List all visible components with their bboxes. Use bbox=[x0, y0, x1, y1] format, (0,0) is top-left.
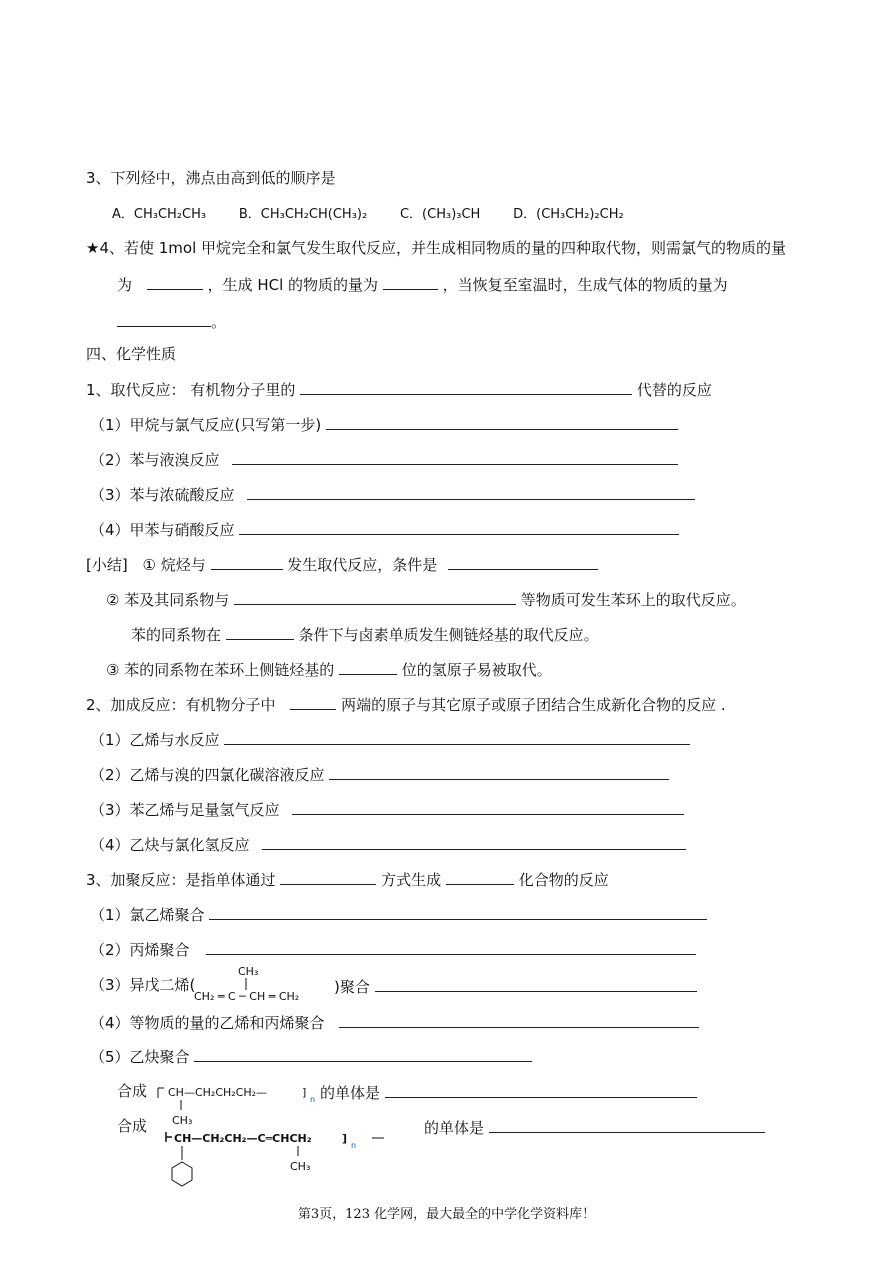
answer-blank[interactable] bbox=[290, 693, 336, 710]
sub1-lead-line bbox=[86, 378, 712, 400]
sub3-item bbox=[90, 903, 707, 925]
monomer-label: 的单体是 bbox=[320, 1084, 381, 1102]
sub1-tail: 代替的反应 bbox=[636, 381, 712, 399]
isoprene-chain: CH₂ ═ C ─ CH ═ CH₂ bbox=[194, 990, 300, 1003]
summary-text: 等物质可发生苯环上的取代反应。 bbox=[520, 591, 746, 609]
sub2-item bbox=[90, 833, 686, 855]
sub3-lead: 3、加聚反应：是指单体通过 bbox=[86, 871, 276, 889]
synth-1-monomer bbox=[320, 1081, 697, 1103]
answer-line[interactable] bbox=[232, 448, 678, 465]
sub1-item-label: （2）苯与液溴反应 bbox=[90, 451, 220, 469]
polymer-1-methyl: CH₃ bbox=[172, 1114, 193, 1127]
answer-line[interactable] bbox=[262, 833, 686, 850]
answer-blank[interactable] bbox=[448, 553, 598, 570]
polymer-2-n: n bbox=[351, 1141, 357, 1150]
answer-line[interactable] bbox=[329, 763, 669, 780]
summary-line-2b bbox=[131, 623, 599, 645]
answer-blank[interactable] bbox=[280, 868, 376, 885]
sub1-lead: 1、取代反应： 有机物分子里的 bbox=[86, 381, 296, 399]
q4-line2 bbox=[117, 273, 728, 295]
sub1-item-label: （4）甲苯与硝酸反应 bbox=[90, 521, 235, 539]
q4-line2-c: ，当恢复至室温时，生成气体的物质的量为 bbox=[442, 276, 728, 294]
sub2-lead-line bbox=[86, 693, 726, 715]
answer-line[interactable] bbox=[247, 483, 695, 500]
sub3-item bbox=[90, 938, 696, 960]
answer-line[interactable] bbox=[239, 518, 679, 535]
q3-option-b: B．CH₃CH₂CH(CH₃)₂ bbox=[238, 207, 368, 222]
q3-option-a: A．CH₃CH₂CH₃ bbox=[112, 207, 207, 222]
synth-2-label: 合成 bbox=[117, 1117, 148, 1135]
polymer-2-bracket: ] bbox=[342, 1132, 348, 1145]
sub3-item bbox=[90, 1011, 699, 1033]
answer-blank[interactable] bbox=[234, 588, 516, 605]
q4-line3 bbox=[117, 310, 226, 332]
summary-line-1 bbox=[86, 553, 598, 575]
answer-blank[interactable] bbox=[383, 273, 438, 290]
summary-text: 发生取代反应，条件是 bbox=[287, 556, 438, 574]
sub3-tail: 化合物的反应 bbox=[518, 871, 609, 889]
sub2-item-label: （2）乙烯与溴的四氯化碳溶液反应 bbox=[90, 766, 325, 784]
answer-blank[interactable] bbox=[339, 658, 397, 675]
polymer-2-chain: CH—CH₂CH₂—C═CHCH₂ bbox=[174, 1132, 312, 1145]
sub2-item-label: （3）苯乙烯与足量氢气反应 bbox=[90, 801, 280, 819]
answer-line[interactable] bbox=[326, 413, 678, 430]
sub2-item bbox=[90, 763, 669, 785]
polymer-1-n: n bbox=[310, 1095, 316, 1104]
sub1-item bbox=[90, 518, 679, 540]
isoprene-methyl: CH₃ bbox=[238, 965, 259, 978]
sub2-item-label: （1）乙烯与水反应 bbox=[90, 731, 220, 749]
q3-stem: 3、下列烃中，沸点由高到低的顺序是 bbox=[86, 169, 336, 187]
sub3-item-label: （1）氯乙烯聚合 bbox=[90, 906, 205, 924]
summary-text: 条件下与卤素单质发生侧链烃基的取代反应。 bbox=[298, 626, 599, 644]
q4-line3-end: 。 bbox=[211, 313, 227, 331]
summary-text: ③ 苯的同系物在苯环上侧链烃基的 bbox=[106, 661, 335, 679]
sub1-item bbox=[90, 483, 695, 505]
sub3-item-label: （5）乙炔聚合 bbox=[90, 1048, 190, 1066]
answer-line[interactable] bbox=[194, 1045, 532, 1062]
sub3-item-label: （2）丙烯聚合 bbox=[90, 941, 190, 959]
sub1-item bbox=[90, 448, 678, 470]
q3-option-c: C．(CH₃)₃CH bbox=[399, 207, 481, 222]
polymer-1-bracket: ] bbox=[302, 1086, 307, 1099]
answer-blank[interactable] bbox=[226, 623, 294, 640]
answer-line[interactable] bbox=[206, 938, 696, 955]
summary-text: ① 烷烃与 bbox=[142, 556, 206, 574]
q4-line2-a: 为 bbox=[117, 276, 133, 294]
summary-label: [小结] bbox=[86, 556, 128, 574]
sub2-item bbox=[90, 728, 690, 750]
polymer-2-methyl: CH₃ bbox=[290, 1160, 311, 1173]
answer-line[interactable] bbox=[339, 1011, 699, 1028]
answer-line[interactable] bbox=[375, 975, 697, 992]
answer-line[interactable] bbox=[292, 798, 684, 815]
sub2-dot: . bbox=[720, 696, 726, 714]
summary-text: 苯的同系物在 bbox=[131, 626, 222, 644]
sub3-mid: 方式生成 bbox=[381, 871, 442, 889]
isoprene-tail: )聚合 bbox=[334, 978, 370, 996]
sub2-item bbox=[90, 798, 684, 820]
summary-line-2 bbox=[106, 588, 746, 610]
synth-2-monomer bbox=[424, 1116, 765, 1138]
q3-options bbox=[112, 203, 652, 225]
answer-line[interactable] bbox=[489, 1116, 765, 1133]
sub3-item bbox=[90, 1045, 532, 1067]
answer-line[interactable] bbox=[224, 728, 690, 745]
sub3-item-isoprene bbox=[334, 975, 697, 997]
sub3-lead-line bbox=[86, 868, 609, 890]
benzene-ring bbox=[172, 1162, 192, 1186]
sub3-item-label: （4）等物质的量的乙烯和丙烯聚合 bbox=[90, 1014, 325, 1032]
answer-blank[interactable] bbox=[300, 378, 632, 395]
sub1-item-label: （3）苯与浓硫酸反应 bbox=[90, 486, 235, 504]
synth-1-label: 合成 bbox=[117, 1082, 148, 1100]
sub2-item-label: （4）乙炔与氯化氢反应 bbox=[90, 836, 250, 854]
sub3-item-isoprene-label: （3）异戊二烯( bbox=[90, 976, 196, 994]
summary-text: 位的氢原子易被取代。 bbox=[401, 661, 552, 679]
polymer-2-structure bbox=[162, 1126, 402, 1196]
polymer-1-structure bbox=[154, 1078, 324, 1128]
sub2-lead: 2、加成反应：有机物分子中 bbox=[86, 696, 276, 714]
q4-line1: ★4、若使 1mol 甲烷完全和氯气发生取代反应，并生成相同物质的量的四种取代物，则需氯气的物质的量 bbox=[86, 239, 787, 257]
q4-line2-b: ，生成 HCl 的物质的量为 bbox=[207, 276, 379, 294]
answer-blank[interactable] bbox=[147, 273, 203, 290]
polymer-1-chain: CH—CH₂CH₂CH₂— bbox=[168, 1086, 268, 1099]
monomer-label: 的单体是 bbox=[424, 1119, 485, 1137]
sub1-item-label: （1）甲烷与氯气反应(只写第一步) bbox=[90, 416, 322, 434]
answer-blank[interactable] bbox=[446, 868, 514, 885]
summary-line-3 bbox=[106, 658, 552, 680]
isoprene-structure bbox=[190, 962, 340, 1004]
q3-option-d: D．(CH₃CH₂)₂CH₂ bbox=[513, 207, 624, 222]
page-footer: 第3页，123 化学网，最大最全的中学化学资料库！ bbox=[297, 1207, 596, 1222]
sub1-item bbox=[90, 413, 678, 435]
sub2-tail: 两端的原子与其它原子或原子团结合生成新化合物的反应 bbox=[341, 696, 717, 714]
section-title: 四、化学性质 bbox=[86, 345, 177, 363]
answer-blank[interactable] bbox=[211, 553, 283, 570]
answer-line[interactable] bbox=[385, 1081, 697, 1098]
summary-text: ② 苯及其同系物与 bbox=[106, 591, 230, 609]
answer-line[interactable] bbox=[209, 903, 707, 920]
answer-blank[interactable] bbox=[117, 310, 211, 327]
